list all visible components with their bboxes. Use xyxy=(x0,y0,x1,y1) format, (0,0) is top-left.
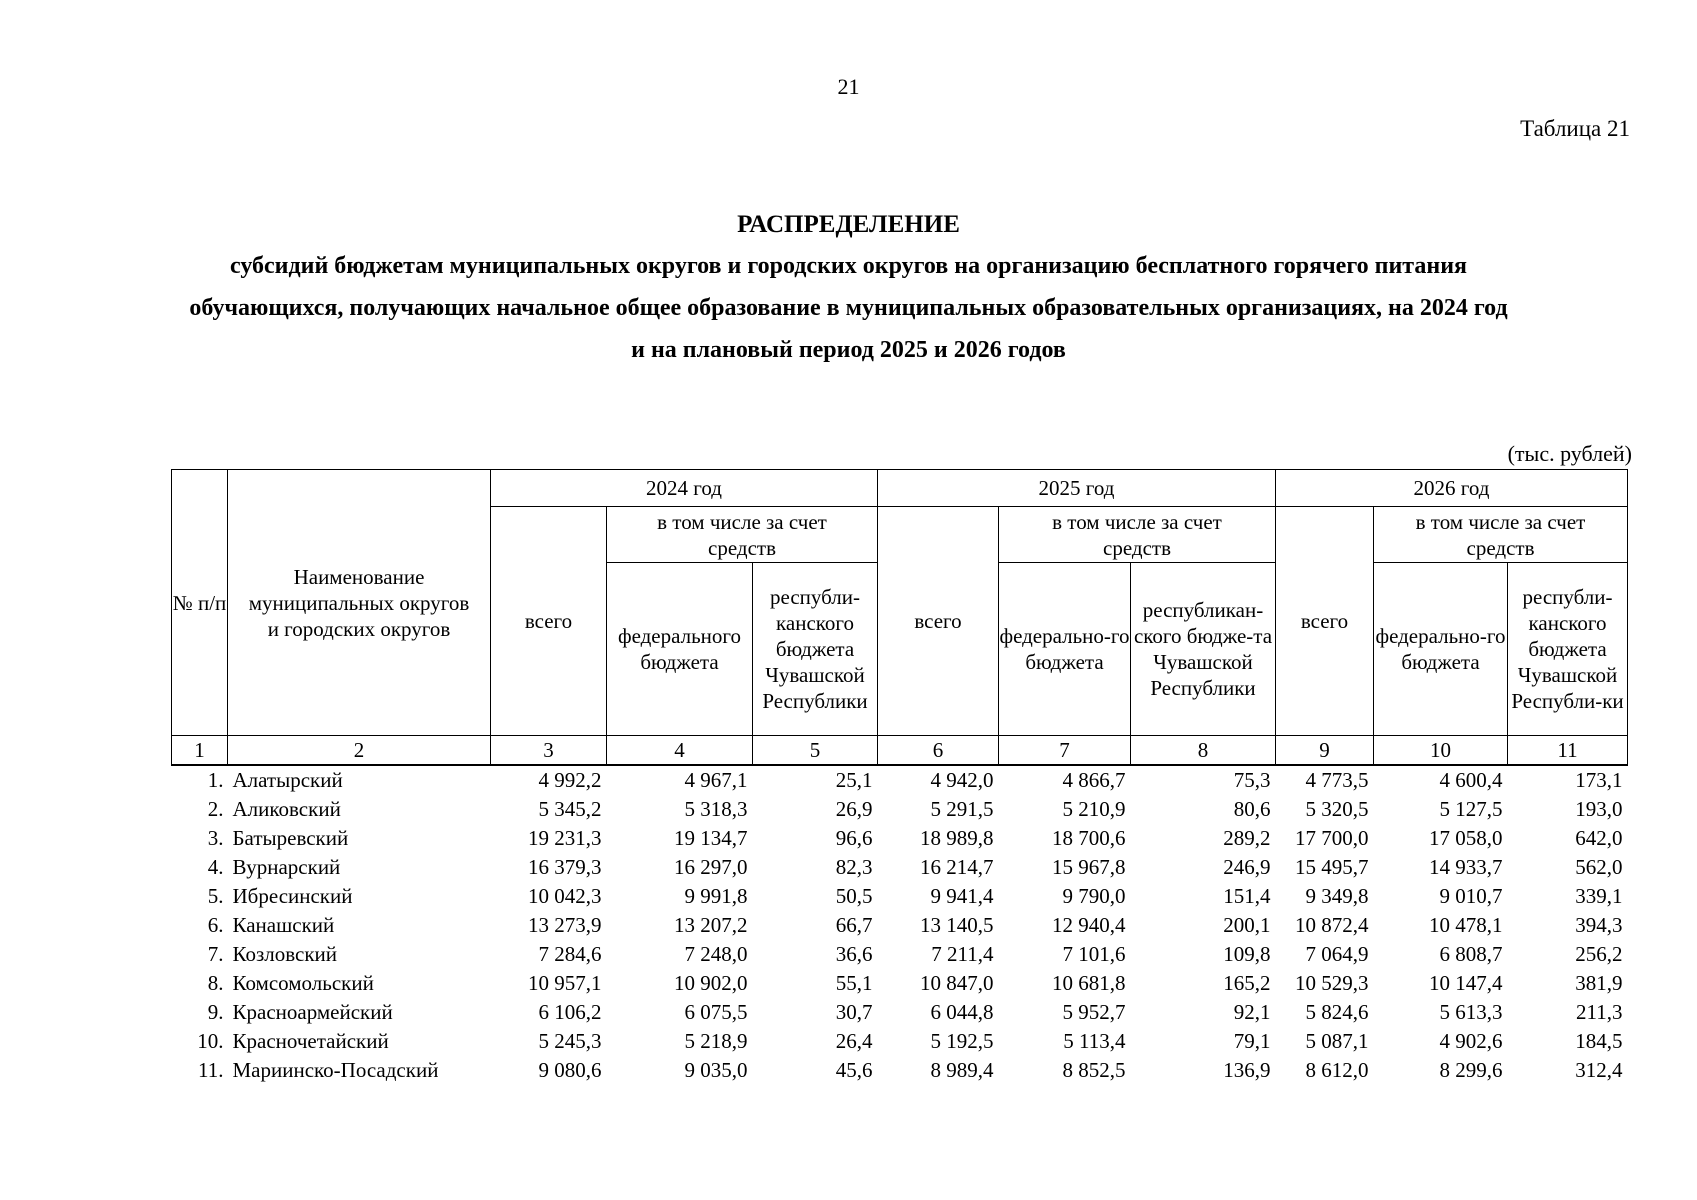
value-cell: 17 058,0 xyxy=(1429,826,1503,850)
value-cell: 642,0 xyxy=(1575,826,1623,850)
value-cell: 26,9 xyxy=(835,797,873,821)
value-cell: 15 495,7 xyxy=(1295,855,1369,879)
value-cell: 4 992,2 xyxy=(538,768,602,792)
value-cell: 16 214,7 xyxy=(920,855,994,879)
value-cell: 10 847,0 xyxy=(920,971,994,995)
value-cell: 16 297,0 xyxy=(674,855,748,879)
district-name: Аликовский xyxy=(232,797,341,821)
value-cell: 109,8 xyxy=(1223,942,1271,966)
value-cell: 8 852,5 xyxy=(1062,1058,1126,1082)
value-cell: 13 140,5 xyxy=(920,913,994,937)
row-number: 9. xyxy=(207,1000,224,1024)
document-subtitle: субсидий бюджетам муниципальных округов и городских округов на организацию бесплатного горячего питания обучающихся, получающих начальное общее образование в муниципальных образовательных организациях, на 2024 год и на плановый период 2025 и 2026 годов xyxy=(189,253,1508,363)
value-cell: 5 192,5 xyxy=(930,1029,994,1053)
value-cell: 18 700,6 xyxy=(1052,826,1126,850)
value-cell: 173,1 xyxy=(1575,768,1623,792)
value-cell: 312,4 xyxy=(1575,1058,1623,1082)
header-rep-2024: республи-канского бюджета Чувашской Республики xyxy=(753,563,878,736)
header-name: Наименование муниципальных округов и городских округов xyxy=(228,470,491,736)
header-rep-2025: республикан-ского бюдже-та Чувашской Республики xyxy=(1131,563,1276,736)
value-cell: 165,2 xyxy=(1223,971,1271,995)
header-year-2026: 2026 год xyxy=(1276,470,1628,507)
value-cell: 5 127,5 xyxy=(1439,797,1503,821)
value-cell: 36,6 xyxy=(835,942,873,966)
value-cell: 55,1 xyxy=(835,971,873,995)
value-cell: 10 478,1 xyxy=(1429,913,1503,937)
value-cell: 4 773,5 xyxy=(1305,768,1369,792)
value-cell: 9 010,7 xyxy=(1439,884,1503,908)
header-incl-2024: в том числе за счет средств xyxy=(607,507,878,563)
value-cell: 256,2 xyxy=(1575,942,1623,966)
column-number: 6 xyxy=(878,736,999,766)
value-cell: 7 101,6 xyxy=(1062,942,1126,966)
value-cell: 8 299,6 xyxy=(1439,1058,1503,1082)
value-cell: 5 291,5 xyxy=(930,797,994,821)
column-numbers-row xyxy=(172,736,1628,766)
value-cell: 96,6 xyxy=(835,826,873,850)
value-cell: 13 273,9 xyxy=(528,913,602,937)
district-name: Комсомольский xyxy=(232,971,374,995)
table-row xyxy=(172,882,1628,911)
table-row xyxy=(172,969,1628,998)
value-cell: 394,3 xyxy=(1575,913,1623,937)
header-year-2025: 2025 год xyxy=(878,470,1276,507)
district-name: Канашский xyxy=(232,913,335,937)
document-title: РАСПРЕДЕЛЕНИЕ xyxy=(737,211,960,238)
value-cell: 7 248,0 xyxy=(684,942,748,966)
table-row xyxy=(172,998,1628,1027)
district-name: Батыревский xyxy=(232,826,349,850)
value-cell: 10 042,3 xyxy=(528,884,602,908)
row-number: 4. xyxy=(207,855,224,879)
header-year-2024: 2024 год xyxy=(491,470,878,507)
header-incl-2026: в том числе за счет средств xyxy=(1374,507,1628,563)
value-cell: 10 872,4 xyxy=(1295,913,1369,937)
value-cell: 6 075,5 xyxy=(684,1000,748,1024)
value-cell: 9 035,0 xyxy=(684,1058,748,1082)
header-num: № п/п xyxy=(172,470,228,736)
value-cell: 5 218,9 xyxy=(684,1029,748,1053)
value-cell: 289,2 xyxy=(1223,826,1271,850)
value-cell: 82,3 xyxy=(835,855,873,879)
value-cell: 8 989,4 xyxy=(930,1058,994,1082)
value-cell: 50,5 xyxy=(835,884,873,908)
value-cell: 246,9 xyxy=(1223,855,1271,879)
value-cell: 5 320,5 xyxy=(1305,797,1369,821)
row-number: 11. xyxy=(198,1058,224,1082)
value-cell: 18 989,8 xyxy=(920,826,994,850)
value-cell: 562,0 xyxy=(1575,855,1623,879)
value-cell: 10 147,4 xyxy=(1429,971,1503,995)
value-cell: 15 967,8 xyxy=(1052,855,1126,879)
value-cell: 12 940,4 xyxy=(1052,913,1126,937)
value-cell: 5 113,4 xyxy=(1063,1029,1126,1053)
value-cell: 14 933,7 xyxy=(1429,855,1503,879)
value-cell: 80,6 xyxy=(1233,797,1271,821)
value-cell: 9 941,4 xyxy=(930,884,994,908)
column-number: 9 xyxy=(1276,736,1374,766)
table-row xyxy=(172,824,1628,853)
value-cell: 136,9 xyxy=(1223,1058,1271,1082)
value-cell: 10 902,0 xyxy=(674,971,748,995)
header-fed-2024: федерального бюджета xyxy=(607,563,753,736)
table-row xyxy=(172,853,1628,882)
header-rep-2026: республи-канского бюджета Чувашской Республи-ки xyxy=(1508,563,1628,736)
table-label: Таблица 21 xyxy=(1520,116,1630,141)
district-name: Алатырский xyxy=(232,768,343,792)
value-cell: 6 808,7 xyxy=(1439,942,1503,966)
value-cell: 339,1 xyxy=(1575,884,1623,908)
value-cell: 10 681,8 xyxy=(1052,971,1126,995)
value-cell: 151,4 xyxy=(1223,884,1271,908)
district-name: Козловский xyxy=(232,942,338,966)
page-number: 21 xyxy=(837,74,860,99)
column-number: 8 xyxy=(1131,736,1276,766)
table-row xyxy=(172,795,1628,824)
value-cell: 16 379,3 xyxy=(528,855,602,879)
value-cell: 4 942,0 xyxy=(930,768,994,792)
value-cell: 381,9 xyxy=(1575,971,1623,995)
value-cell: 13 207,2 xyxy=(674,913,748,937)
value-cell: 9 349,8 xyxy=(1305,884,1369,908)
district-name: Красночетайский xyxy=(232,1029,389,1053)
value-cell: 8 612,0 xyxy=(1305,1058,1369,1082)
value-cell: 9 790,0 xyxy=(1062,884,1126,908)
value-cell: 211,3 xyxy=(1576,1000,1623,1024)
table-row xyxy=(172,1027,1628,1056)
district-name: Красноармейский xyxy=(232,1000,393,1024)
district-name: Вурнарский xyxy=(232,855,341,879)
value-cell: 193,0 xyxy=(1575,797,1623,821)
row-number: 5. xyxy=(207,884,224,908)
value-cell: 5 345,2 xyxy=(538,797,602,821)
value-cell: 7 284,6 xyxy=(538,942,602,966)
value-cell: 4 967,1 xyxy=(684,768,748,792)
value-cell: 75,3 xyxy=(1233,768,1271,792)
value-cell: 4 600,4 xyxy=(1439,768,1503,792)
value-cell: 7 211,4 xyxy=(931,942,994,966)
value-cell: 200,1 xyxy=(1223,913,1271,937)
column-number: 11 xyxy=(1508,736,1628,766)
value-cell: 66,7 xyxy=(835,913,873,937)
value-cell: 92,1 xyxy=(1233,1000,1271,1024)
value-cell: 6 106,2 xyxy=(538,1000,602,1024)
header-incl-2025: в том числе за счет средств xyxy=(999,507,1276,563)
table-row xyxy=(172,940,1628,969)
value-cell: 30,7 xyxy=(835,1000,873,1024)
column-number: 5 xyxy=(753,736,878,766)
header-total-2025: всего xyxy=(878,507,999,736)
value-cell: 7 064,9 xyxy=(1305,942,1369,966)
header-total-2024: всего xyxy=(491,507,607,736)
value-cell: 19 134,7 xyxy=(674,826,748,850)
column-number: 4 xyxy=(607,736,753,766)
value-cell: 184,5 xyxy=(1575,1029,1623,1053)
value-cell: 5 245,3 xyxy=(538,1029,602,1053)
units-note: (тыс. рублей) xyxy=(1507,441,1632,466)
row-number: 10. xyxy=(197,1029,224,1053)
value-cell: 45,6 xyxy=(835,1058,873,1082)
value-cell: 6 044,8 xyxy=(930,1000,994,1024)
row-number: 1. xyxy=(207,768,224,792)
value-cell: 26,4 xyxy=(835,1029,873,1053)
table-row xyxy=(172,1056,1628,1085)
row-number: 2. xyxy=(207,797,224,821)
row-number: 6. xyxy=(207,913,224,937)
row-number: 8. xyxy=(207,971,224,995)
value-cell: 10 529,3 xyxy=(1295,971,1369,995)
value-cell: 10 957,1 xyxy=(528,971,602,995)
value-cell: 9 991,8 xyxy=(684,884,748,908)
column-number: 3 xyxy=(491,736,607,766)
value-cell: 19 231,3 xyxy=(528,826,602,850)
table-row xyxy=(172,765,1628,795)
district-name: Мариинско-Посадский xyxy=(232,1058,439,1082)
district-name: Ибресинский xyxy=(232,884,353,908)
header-fed-2025: федерально-го бюджета xyxy=(999,563,1131,736)
header-fed-2026: федерально-го бюджета xyxy=(1374,563,1508,736)
value-cell: 25,1 xyxy=(835,768,873,792)
value-cell: 5 613,3 xyxy=(1439,1000,1503,1024)
value-cell: 17 700,0 xyxy=(1295,826,1369,850)
value-cell: 5 952,7 xyxy=(1062,1000,1126,1024)
value-cell: 4 902,6 xyxy=(1439,1029,1503,1053)
header-total-2026: всего xyxy=(1276,507,1374,736)
column-number: 10 xyxy=(1374,736,1508,766)
value-cell: 9 080,6 xyxy=(538,1058,602,1082)
value-cell: 79,1 xyxy=(1233,1029,1271,1053)
column-number: 7 xyxy=(999,736,1131,766)
value-cell: 5 087,1 xyxy=(1305,1029,1369,1053)
column-number: 1 xyxy=(172,736,228,766)
value-cell: 5 210,9 xyxy=(1062,797,1126,821)
table-row xyxy=(172,911,1628,940)
value-cell: 5 318,3 xyxy=(684,797,748,821)
value-cell: 4 866,7 xyxy=(1062,768,1126,792)
column-number: 2 xyxy=(228,736,491,766)
row-number: 7. xyxy=(207,942,224,966)
row-number: 3. xyxy=(207,826,224,850)
value-cell: 5 824,6 xyxy=(1305,1000,1369,1024)
distribution-table xyxy=(171,469,1628,1085)
